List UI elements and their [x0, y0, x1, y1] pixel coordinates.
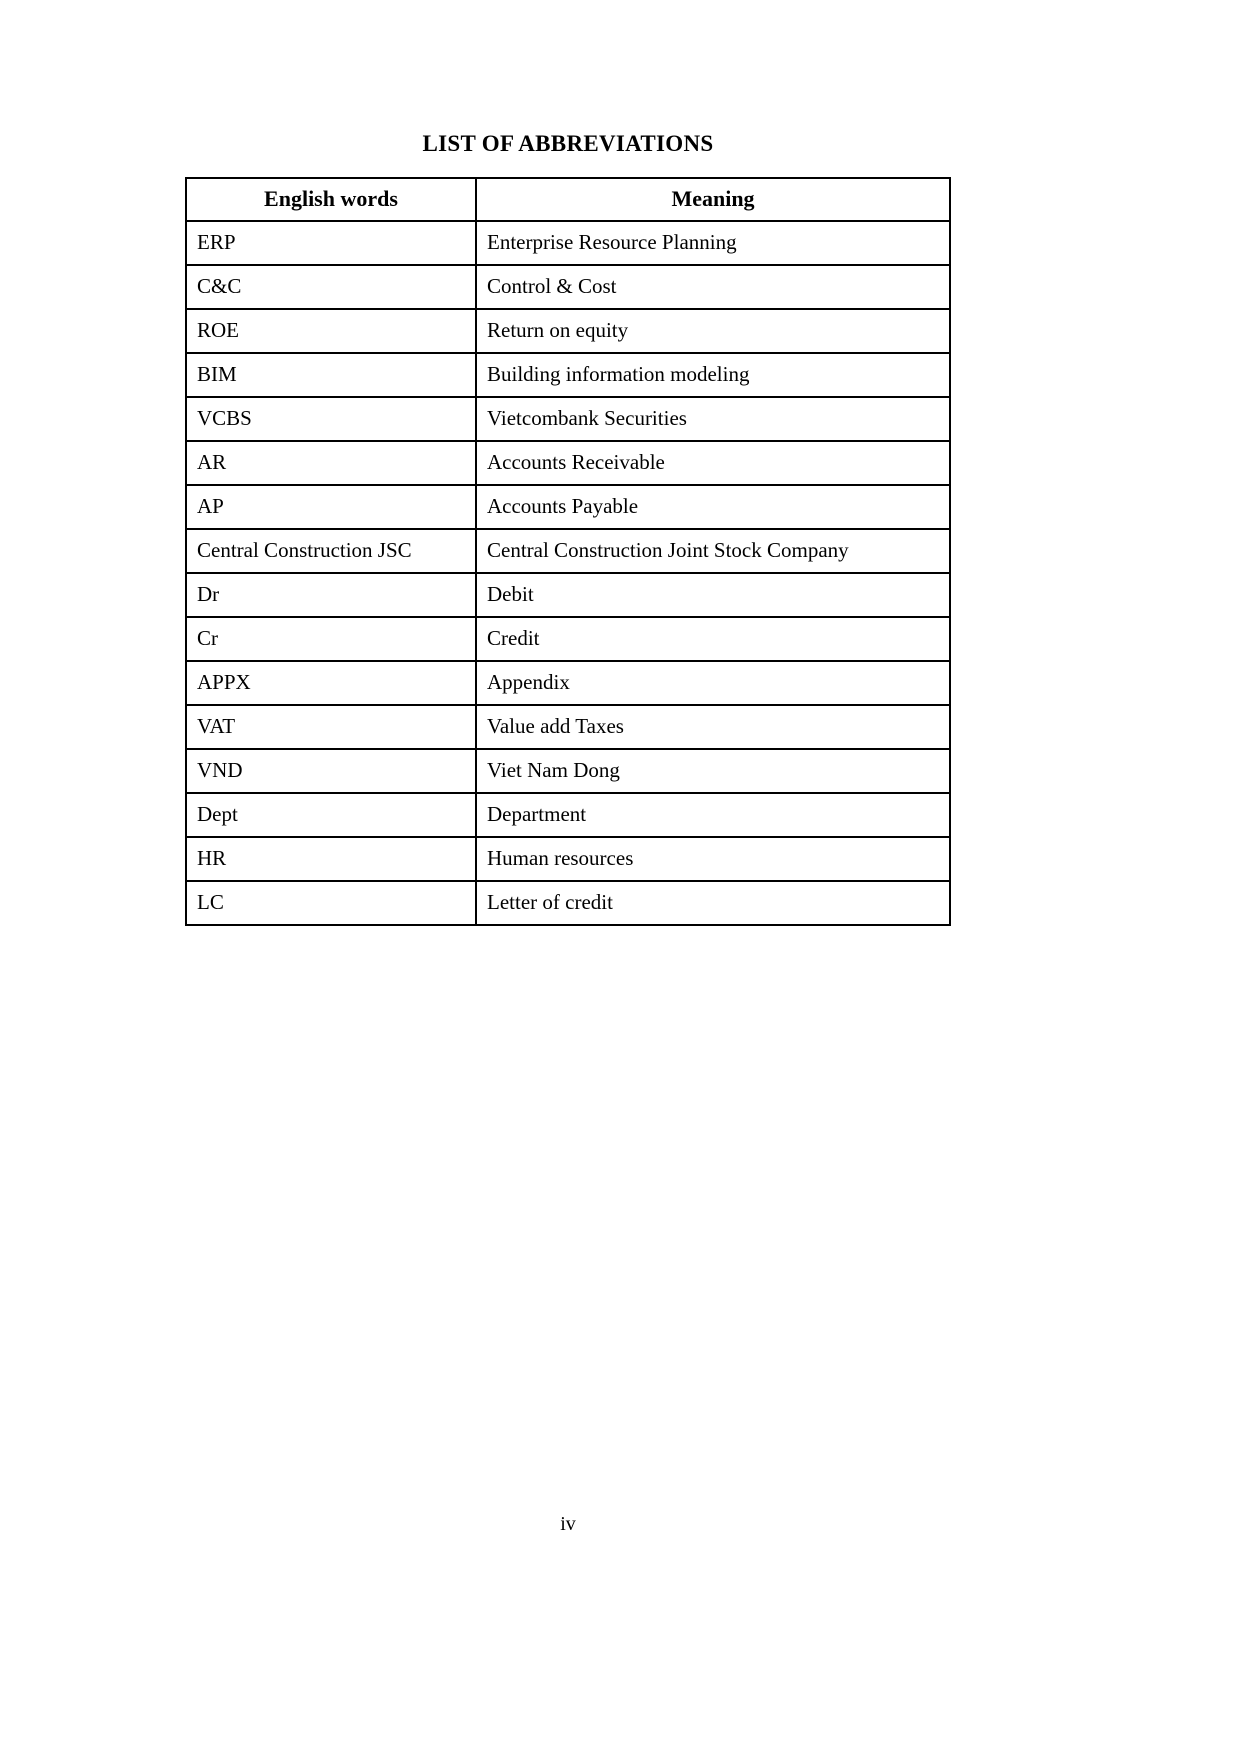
abbreviation-cell: AR	[186, 441, 476, 485]
table-row	[186, 573, 950, 617]
table-row	[186, 265, 950, 309]
meaning-cell: Building information modeling	[476, 353, 950, 397]
table-row	[186, 793, 950, 837]
table-row	[186, 397, 950, 441]
column-header-meaning: Meaning	[476, 178, 950, 221]
abbreviation-cell: BIM	[186, 353, 476, 397]
table-row	[186, 837, 950, 881]
table-row	[186, 485, 950, 529]
meaning-cell: Value add Taxes	[476, 705, 950, 749]
abbreviation-cell: VCBS	[186, 397, 476, 441]
meaning-cell: Enterprise Resource Planning	[476, 221, 950, 265]
abbreviation-cell: C&C	[186, 265, 476, 309]
meaning-cell: Vietcombank Securities	[476, 397, 950, 441]
abbreviation-cell: APPX	[186, 661, 476, 705]
meaning-cell: Viet Nam Dong	[476, 749, 950, 793]
meaning-cell: Debit	[476, 573, 950, 617]
table-row	[186, 221, 950, 265]
meaning-cell: Central Construction Joint Stock Company	[476, 529, 950, 573]
meaning-cell: Control & Cost	[476, 265, 950, 309]
abbreviation-cell: Cr	[186, 617, 476, 661]
abbreviations-table	[185, 177, 951, 926]
abbreviation-cell: VAT	[186, 705, 476, 749]
abbreviation-cell: HR	[186, 837, 476, 881]
abbreviation-cell: Dept	[186, 793, 476, 837]
column-header-english-words: English words	[186, 178, 476, 221]
meaning-cell: Accounts Payable	[476, 485, 950, 529]
meaning-cell: Human resources	[476, 837, 950, 881]
page-title: LIST OF ABBREVIATIONS	[422, 131, 714, 156]
meaning-cell: Letter of credit	[476, 881, 950, 925]
meaning-cell: Department	[476, 793, 950, 837]
table-row	[186, 441, 950, 485]
table-row	[186, 353, 950, 397]
table-row	[186, 749, 950, 793]
table-header-row	[186, 178, 950, 221]
meaning-cell: Credit	[476, 617, 950, 661]
table-row	[186, 617, 950, 661]
meaning-cell: Return on equity	[476, 309, 950, 353]
table-row	[186, 705, 950, 749]
page-number: iv	[560, 1513, 576, 1535]
abbreviation-cell: ROE	[186, 309, 476, 353]
meaning-cell: Accounts Receivable	[476, 441, 950, 485]
abbreviation-cell: Central Construction JSC	[186, 529, 476, 573]
abbreviation-cell: ERP	[186, 221, 476, 265]
abbreviation-cell: AP	[186, 485, 476, 529]
table-row	[186, 309, 950, 353]
abbreviation-cell: VND	[186, 749, 476, 793]
abbreviation-cell: LC	[186, 881, 476, 925]
meaning-cell: Appendix	[476, 661, 950, 705]
table-row	[186, 881, 950, 925]
table-row	[186, 661, 950, 705]
document-content	[185, 131, 951, 926]
table-row	[186, 529, 950, 573]
abbreviation-cell: Dr	[186, 573, 476, 617]
